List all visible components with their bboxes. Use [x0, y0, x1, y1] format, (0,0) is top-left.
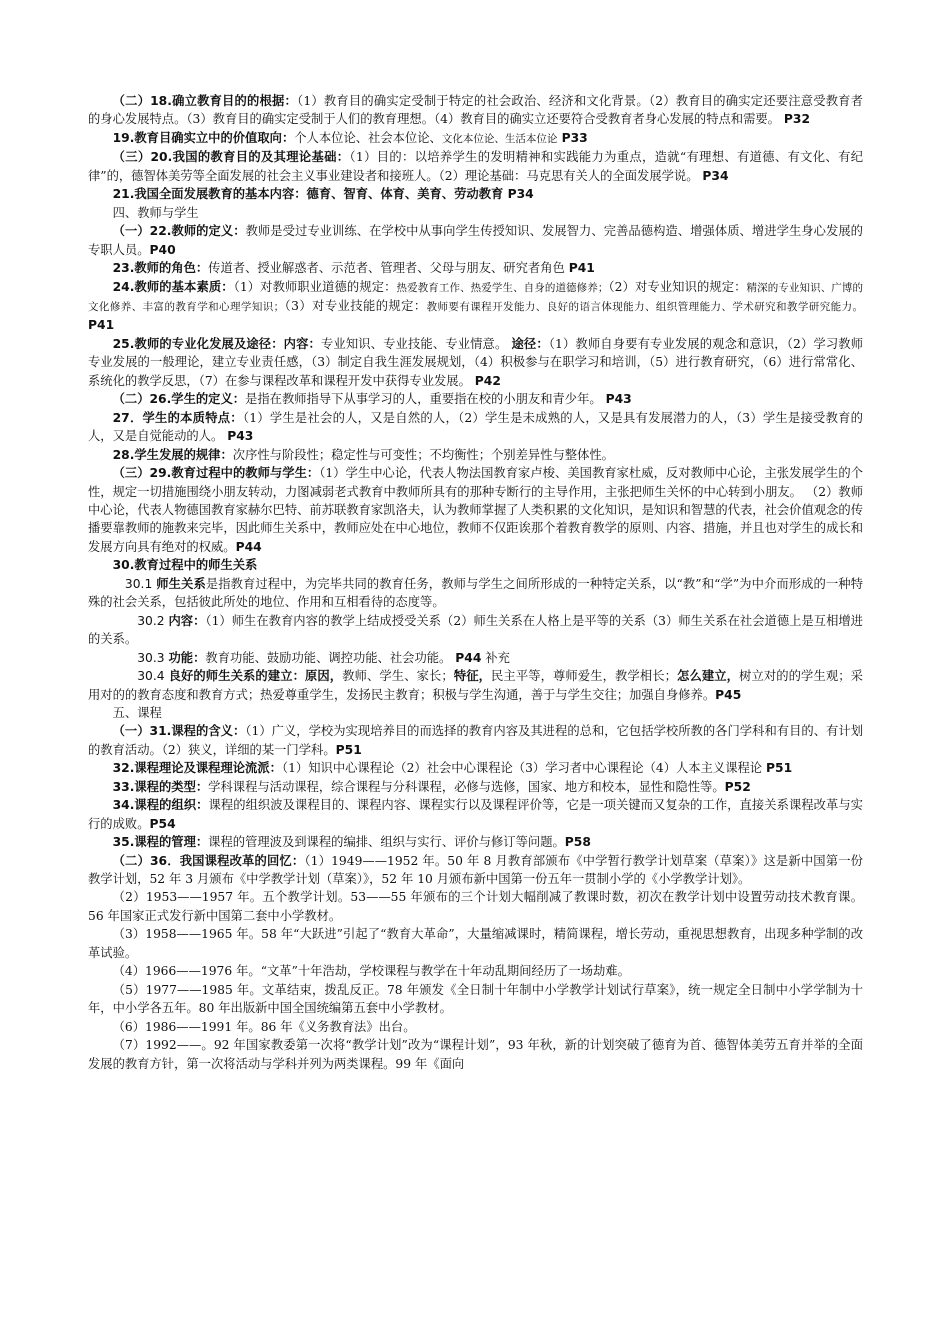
body-text: （1）知识中心课程论（2）社会中心课程论（3）学习者中心课程论（4）人本主义课程论 — [281, 761, 766, 776]
paragraph — [88, 278, 863, 335]
paragraph — [88, 92, 863, 129]
bold-heading-text: 19.教育目确实立中的价值取向： — [112, 130, 295, 145]
body-text: （3）对专业技能的规定： — [284, 298, 427, 313]
paragraph — [88, 1036, 863, 1073]
paragraph — [88, 409, 863, 446]
body-text: （1）1949——1952 年。50 年 8 月教育部颁布《中学暂行教学计划草案（草案）》这是新中国第一份教学计划，52 年 3 月颁布《中学教学计划（草案）》，52 年 10 月颁布新中国第一份五年一贯制小学的《小学教学计划》。 — [88, 853, 863, 887]
body-text: （6）1986——1991 年。86 年《义务教育法》出台。 — [112, 1019, 416, 1034]
bold-heading-text: 33.课程的类型： — [112, 779, 209, 794]
body-text: （1）教师自身要有专业发展的观念和意识，（2）学习教师专业发展的一般理论，建立专业责任感，（3）制定自我生涯发展规划，（4）积极参与在职学习和培训，（5）进行教育研究，（6）进行常常化、系统化的教学反思，（7）在参与课程改革和课程开发中获得专业发展。 — [88, 336, 863, 388]
bold-heading-text: 良好的师生关系的建立：原因， — [168, 669, 343, 684]
bold-heading-text: P43 — [605, 392, 632, 407]
body-text: （1）广义，学校为实现培养目的而选择的教育内容及其进程的总和，它包括学校所教的各门学科和有目的、有计划的教育活动。（2）狭义，详细的某一门学科。 — [88, 724, 863, 757]
body-text: （1）师生在教育内容的教学上结成授受关系（2）师生关系在人格上是平等的关系（3）师生关系在社会道德上是互相增进的关系。 — [88, 613, 863, 647]
paragraph — [88, 1018, 863, 1036]
body-text: （1）教育目的确实定受制于特定的社会政治、经济和文化背景。（2）教育目的确实定还要注意受教育者的身心发展特点。（3）教育目的确实定受制于人们的教育理想。（4）教育目的确实立还要符合受教育者身心发展的特点和需要。 — [88, 94, 863, 127]
body-text: 30.1 — [124, 576, 157, 591]
body-text: （2）1953——1957 年。五个教学计划。53——55 年颁布的三个计划大幅削减了教课时数，初次在教学计划中设置劳动技术教育课。56 年国家正式发行新中国第二套中小学教材。 — [88, 890, 863, 923]
paragraph — [88, 446, 863, 464]
bold-heading-text: 34.课程的组织： — [112, 798, 209, 813]
bold-heading-text: 师生关系 — [156, 576, 206, 591]
paragraph — [88, 464, 863, 556]
bold-heading-text: P40 — [149, 242, 176, 257]
bold-heading-text: 23.教师的角色： — [112, 261, 209, 276]
body-text: 次序性与阶段性；稳定性与可变性；不均衡性；个别差异性与整体性。 — [232, 447, 614, 462]
bold-heading-text: P51 — [335, 742, 362, 757]
bold-heading-text: 28.学生发展的规律： — [112, 447, 233, 462]
paragraph — [88, 649, 863, 667]
body-text: 学科课程与活动课程，综合课程与分科课程，必修与选修，国家、地方和校本，显性和隐性等。 — [208, 779, 725, 794]
paragraph — [88, 390, 863, 408]
paragraph — [88, 259, 863, 277]
paragraph — [88, 129, 863, 148]
body-text: 教育功能、鼓励功能、调控功能、社会功能。 — [205, 650, 456, 665]
body-text: （1）目的：以培养学生的发明精神和实践能力为重点，造就“有理想、有道德、有文化、有纪律”的，德智体美劳等全面发展的社会主义事业建设者和接班人。（2）理论基础：马克思有关人的全面发展学说。 — [88, 150, 863, 183]
bold-heading-text: （一）22.教师的定义： — [112, 224, 246, 239]
bold-heading-text: P58 — [564, 835, 591, 850]
body-text: 30.3 — [137, 650, 169, 665]
bold-heading-text: 32.课程理论及课程理论流派： — [112, 761, 282, 776]
body-text: 四、教师与学生 — [112, 205, 199, 220]
bold-heading-text: P52 — [724, 779, 751, 794]
bold-heading-text: P41 — [568, 261, 595, 276]
bold-heading-text: P44 — [235, 539, 262, 554]
paragraph — [88, 335, 863, 390]
paragraph — [88, 185, 863, 203]
paragraph — [88, 962, 863, 980]
bold-heading-text: P34 — [702, 168, 729, 183]
small-note-text: 文化本位论、生活本位论 — [441, 132, 558, 145]
paragraph — [88, 148, 863, 185]
paragraph — [88, 925, 863, 962]
body-text: 个人本位论、社会本位论、 — [294, 130, 442, 145]
small-note-text: 教师要有课程开发能力、良好的语言体现能力、组织管理能力、学术研究和教学研究能力。 — [426, 300, 863, 313]
body-text: （1）学生是社会的人，又是自然的人，（2）学生是未成熟的人，又是具有发展潜力的人，（3）学生是接受教育的人，又是自觉能动的人。 — [88, 410, 863, 444]
bold-heading-text: 24.教师的基本素质： — [112, 279, 234, 294]
bold-heading-text: P43 — [227, 429, 254, 444]
body-text: 30.2 — [137, 613, 169, 628]
small-note-text: 精深的专业知识、广博的文化修养、丰富的教育学和心理学知识； — [88, 281, 863, 313]
paragraph — [88, 981, 863, 1018]
body-text: （4）1966——1976 年。“文革”十年浩劫，学校课程与教学在十年动乱期间经历了一场劫难。 — [112, 964, 630, 979]
body-text: 是指教育过程中，为完毕共同的教育任务，教师与学生之间所形成的一种特定关系，以“教”和“学”为中介而形成的一种特殊的社会关系，包括彼此所处的地位、作用和互相看待的态度等。 — [88, 576, 863, 610]
bold-heading-text: 21.我国全面发展教育的基本内容：德育、智育、体育、美育、劳动教育 P34 — [112, 187, 534, 202]
bold-heading-text: 35.课程的管理： — [112, 835, 209, 850]
body-text: （7）1992——。92 年国家教委第一次将“教学计划”改为“课程计划”，93 年秋，新的计划突破了德育为首、德智体美劳五育并举的全面发展的教育方针，第一次将活动与学科并列为两类课程。99 年《面向 — [88, 1038, 863, 1071]
bold-heading-text: P42 — [474, 373, 501, 388]
bold-heading-text: （一）31.课程的含义： — [112, 724, 246, 739]
body-text: 30.4 — [137, 669, 169, 684]
paragraph — [88, 556, 863, 574]
paragraph — [88, 222, 863, 259]
bold-heading-text: 25.教师的专业化发展及途径：内容： — [112, 336, 321, 351]
body-text: 教师、学生、家长； — [342, 669, 454, 684]
bold-heading-text: P45 — [715, 687, 742, 702]
body-text: 民主平等，尊师爱生，教学相长； — [491, 669, 677, 684]
bold-heading-text: （二）36．我国课程改革的回忆： — [112, 853, 305, 868]
paragraph — [88, 575, 863, 612]
paragraph — [88, 204, 863, 222]
body-text: 传道者、授业解惑者、示范者、管理者、父母与朋友、研究者角色 — [208, 261, 569, 276]
body-text: 课程的组织波及课程目的、课程内容、课程实行以及课程评价等，它是一项关键而又复杂的工作，直接关系课程改革与实行的成败。 — [88, 798, 863, 831]
bold-heading-text: P41 — [88, 318, 115, 333]
document-page — [88, 92, 863, 1073]
bold-heading-text: P44 — [455, 650, 482, 665]
paragraph — [88, 833, 863, 851]
bold-heading-text: 途径： — [511, 336, 549, 351]
bold-heading-text: 功能： — [168, 650, 206, 665]
bold-heading-text: 特征， — [453, 669, 492, 684]
paragraph — [88, 722, 863, 759]
paragraph — [88, 796, 863, 833]
bold-heading-text: P33 — [557, 130, 588, 145]
body-text: 课程的管理波及到课程的编排、组织与实行、评价与修订等问题。 — [208, 835, 565, 850]
bold-heading-text: （二）26.学生的定义： — [112, 392, 246, 407]
bold-heading-text: （二）18.确立教育目的的根据： — [112, 94, 298, 108]
body-text: 专业知识、专业技能、专业情意。 — [320, 336, 512, 351]
body-text: 教师是受过专业训练、在学校中从事向学生传授知识、发展智力、完善品德构造、增强体质、增进学生身心发展的专职人员。 — [88, 224, 863, 257]
paragraph — [88, 704, 863, 722]
bold-heading-text: P51 — [766, 761, 793, 776]
paragraph — [88, 759, 863, 777]
paragraph — [88, 888, 863, 925]
body-text: （2）对专业知识的规定： — [608, 279, 747, 294]
body-text: 补充 — [481, 650, 510, 665]
paragraph — [88, 667, 863, 704]
small-note-text: 热爱教育工作、热爱学生、自身的道德修养； — [396, 281, 609, 294]
bold-heading-text: 内容： — [168, 613, 206, 628]
body-text: （3）1958——1965 年。58 年“大跃进”引起了“教育大革命”，大量缩减课时，精简课程，增长劳动，重视思想教育，出现多种学制的改革试验。 — [88, 927, 863, 960]
bold-heading-text: P32 — [783, 112, 811, 127]
body-text: （1）对教师职业道德的规定： — [233, 279, 397, 294]
body-text: 是指在教师指导下从事学习的人，重要指在校的小朋友和青少年。 — [245, 392, 606, 407]
bold-heading-text: 30.教育过程中的师生关系 — [112, 558, 258, 573]
body-text: （5）1977——1985 年。文革结束，拨乱反正。78 年颁发《全日制十年制中小学教学计划试行草案》，统一规定全日制中小学学制为十年，中小学各五年。80 年出版新中国全国统编第五套中小学教材。 — [88, 982, 863, 1016]
bold-heading-text: （三）29.教育过程中的教师与学生： — [112, 466, 320, 481]
paragraph — [88, 778, 863, 796]
body-text: （1）学生中心论，代表人物法国教育家卢梭、美国教育家杜威，反对教师中心论，主张发展学生的个性，规定一切措施围绕小朋友转动，力图减弱老式教育中教师所具有的那种专断行的主导作用，主张把师生关怀的中心转到小朋友。 （2）教师中心论，代表人物德国教育家赫尔巴特、前苏联教育家凯洛夫，认为教师掌握了人类积累的文化知识，是知识和智慧的代表，社会价值观念的传播要靠教师的施教来完毕，因此师生关系中，教师应处在中心地位，教师不仅距诶那个着教育教学的原则、内容、措施，并且也对学生的成长和发展方向具有绝对的权威。 — [88, 466, 863, 554]
bold-heading-text: P54 — [149, 816, 176, 831]
body-text: 树立对的的学生观；采用对的的教育态度和教育方式；热爱尊重学生，发扬民主教育；积极与学生沟通，善于与学生交往；加强自身修养。 — [88, 669, 863, 702]
paragraph — [88, 612, 863, 649]
paragraph — [88, 852, 863, 889]
bold-heading-text: 27．学生的本质特点： — [112, 410, 243, 425]
body-text: 五、课程 — [112, 705, 162, 720]
bold-heading-text: （三）20.我国的教育目的及其理论基础： — [112, 150, 350, 165]
bold-heading-text: 怎么建立， — [676, 669, 740, 684]
